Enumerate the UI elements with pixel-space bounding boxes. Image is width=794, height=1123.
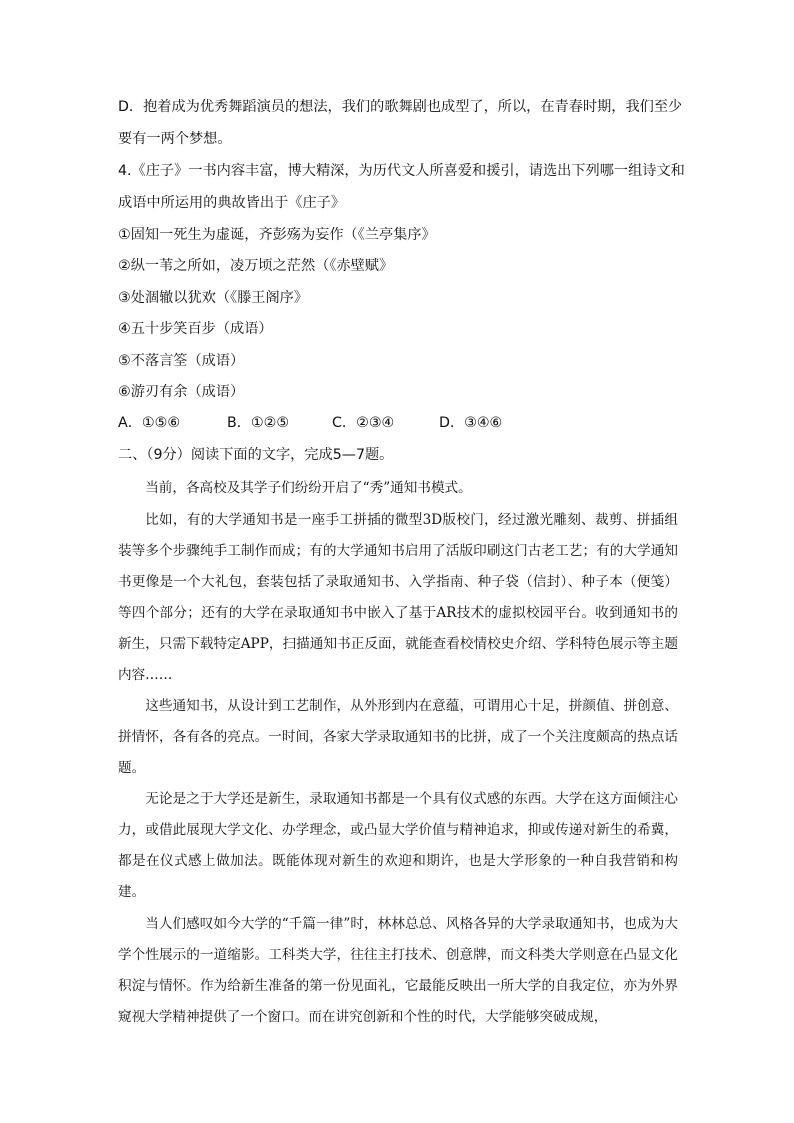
option-d-line-2: 要有一两个梦想。 xyxy=(118,131,232,147)
question-4-item-1: ①固知一死生为虚诞，齐彭殇为妄作（《兰亭集序》 xyxy=(118,227,436,243)
passage-paragraph-4: 无论是之于大学还是新生，录取通知书都是一个具有仪式感的东西。大学在这方面倾注心力，或借此展现大学文化、办学理念，或凸显大学价值与精神追求，抑或传递对新生的希冀，都是在仪式感上做加法。既能体现对新生的欢迎和期许，也是大学形象的一种自我营销和构建。 xyxy=(118,791,678,900)
option-a[interactable]: A．①⑤⑥ xyxy=(118,415,181,431)
question-4-options xyxy=(118,413,519,433)
question-4-item-5: ⑤不落言筌（成语） xyxy=(118,353,245,369)
question-4-stem-line-1: 4.《庄子》一书内容丰富，博大精深，为历代文人所喜爱和援引，请选出下列哪一组诗文和 xyxy=(118,163,685,179)
passage-paragraph-3: 这些通知书，从设计到工艺制作，从外形到内在意蕴，可谓用心十足，拼颜值、拼创意、拼情怀，各有各的亮点。一时间，各家大学录取通知书的比拼，成了一个关注度颇高的热点话题。 xyxy=(118,698,678,776)
passage-paragraph-5: 当人们感叹如今大学的“千篇一律”时，林林总总、风格各异的大学录取通知书，也成为大学个性展示的一道缩影。工科类大学，往往主打技术、创意牌，而文科类大学则意在凸显文化积淀与情怀。作为给新生准备的第一份见面礼，它最能反映出一所大学的自我定位，亦为外界窥视大学精神提供了一个窗口。而在讲究创新和个性的时代，大学能够突破成规， xyxy=(118,916,678,1025)
question-4-item-2: ②纵一苇之所如，凌万顷之茫然（《赤壁赋》 xyxy=(118,258,394,274)
passage-paragraph-2: 比如，有的大学通知书是一座手工拼插的微型3D版校门，经过激光雕刻、裁剪、拼插组装等多个步骤纯手工制作而成；有的大学通知书启用了活版印刷这门古老工艺；有的大学通知书更像是一个大礼包，套装包括了录取通知书、入学指南、种子袋（信封）、种子本（便笺）等四个部分；还有的大学在录取通知书中嵌入了基于AR技术的虚拟校园平台。收到通知书的新生，只需下载特定APP，扫描通知书正反面，就能查看校情校史介绍、学科特色展示等主题内容…… xyxy=(118,512,678,683)
option-d[interactable]: D．③④⑥ xyxy=(439,415,503,431)
section-2-heading: 二、（9分）阅读下面的文字，完成5—7题。 xyxy=(118,447,394,463)
passage-paragraph-1: 当前，各高校及其学子们纷纷开启了“秀”通知书模式。 xyxy=(145,480,472,496)
question-4-item-4: ④五十步笑百步（成语） xyxy=(118,321,273,337)
question-4-item-6-row: ⑥游刃有余（成语） xyxy=(118,384,245,400)
option-b[interactable]: B．①②⑤ xyxy=(227,415,290,431)
option-d-line-1: D．抱着成为优秀舞蹈演员的想法，我们的歌舞剧也成型了，所以，在青春时期，我们至少 xyxy=(118,99,683,115)
question-4-item-3: ③处涸辙以犹欢（《滕王阁序》 xyxy=(118,290,309,306)
option-c[interactable]: C．②③④ xyxy=(332,415,395,431)
question-4-stem-line-2: 成语中所运用的典故皆出于《庄子》 xyxy=(118,195,346,211)
